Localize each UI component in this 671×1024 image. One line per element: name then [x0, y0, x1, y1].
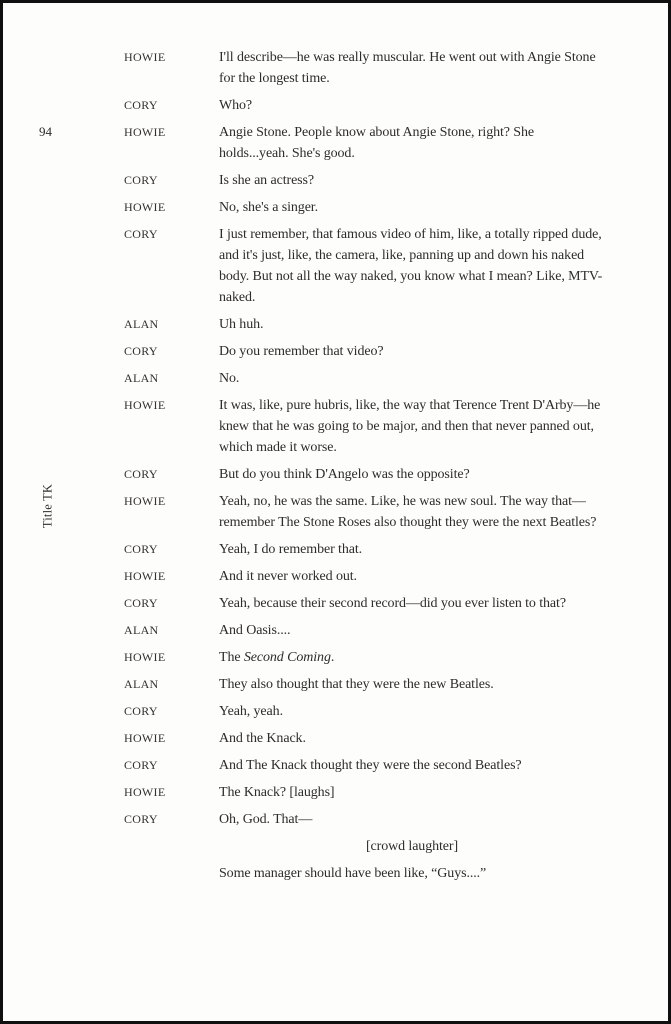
dialogue-text: Is she an actress?	[219, 173, 314, 188]
dialogue-text: Uh huh.	[219, 317, 264, 332]
transcript-entry	[124, 593, 610, 614]
transcript-entry	[124, 464, 610, 485]
transcript-entry	[124, 755, 610, 776]
transcript-entry	[124, 170, 610, 191]
dialogue-text: Yeah, because their second record—did you ever listen to that?	[219, 596, 566, 611]
dialogue-text: And the Knack.	[219, 731, 306, 746]
page-number: 94	[39, 124, 52, 139]
speaker-label: ALAN	[124, 371, 159, 385]
speaker-label: HOWIE	[124, 398, 166, 412]
transcript-entry	[124, 122, 610, 164]
dialogue-text: No.	[219, 371, 240, 386]
dialogue-text: I just remember, that famous video of him, like, a totally ripped dude, and it's just, like, the camera, like, panning up and down his naked body. But not all the way naked, you know what I mean? Like, MTV-naked.	[219, 227, 603, 305]
dialogue-text: Do you remember that video?	[219, 344, 384, 359]
speaker-label: HOWIE	[124, 494, 166, 508]
speaker-label: HOWIE	[124, 200, 166, 214]
dialogue-text: Yeah, no, he was the same. Like, he was new soul. The way that—remember The Stone Roses also thought they were the next Beatles?	[219, 494, 597, 530]
transcript-entry	[124, 674, 610, 695]
transcript-entry	[124, 491, 610, 533]
speaker-label: HOWIE	[124, 125, 166, 139]
transcript-entry	[124, 620, 610, 641]
dialogue-text: Oh, God. That—	[219, 812, 313, 827]
speaker-label: ALAN	[124, 677, 159, 691]
dialogue-text: The Knack? [laughs]	[219, 785, 335, 800]
dialogue-text: The Second Coming.	[219, 650, 335, 665]
dialogue-text: Yeah, yeah.	[219, 704, 283, 719]
speaker-label: HOWIE	[124, 785, 166, 799]
transcript-entry	[124, 701, 610, 722]
transcript-entry	[124, 95, 610, 116]
transcript-entry	[124, 728, 610, 749]
transcript-entry	[124, 224, 610, 308]
speaker-label: ALAN	[124, 623, 159, 637]
transcript	[124, 47, 610, 890]
transcript-entry	[124, 566, 610, 587]
speaker-label: HOWIE	[124, 731, 166, 745]
speaker-label: CORY	[124, 812, 158, 826]
dialogue-text: No, she's a singer.	[219, 200, 318, 215]
transcript-entry	[124, 314, 610, 335]
dialogue-text: Some manager should have been like, “Guys....”	[219, 866, 487, 881]
speaker-label: CORY	[124, 467, 158, 481]
dialogue-text: And The Knack thought they were the second Beatles?	[219, 758, 522, 773]
dialogue-text: And Oasis....	[219, 623, 291, 638]
speaker-label: CORY	[124, 704, 158, 718]
speaker-label: CORY	[124, 758, 158, 772]
dialogue-text: It was, like, pure hubris, like, the way that Terence Trent D'Arby—he knew that he was going to be major, and then that never panned out, which made it worse.	[219, 398, 601, 455]
speaker-label: CORY	[124, 542, 158, 556]
dialogue-text: Yeah, I do remember that.	[219, 542, 363, 557]
speaker-label: CORY	[124, 98, 158, 112]
dialogue-text: I'll describe—he was really muscular. He went out with Angie Stone for the longest time.	[219, 50, 596, 86]
dialogue-text: Who?	[219, 98, 253, 113]
speaker-label: CORY	[124, 173, 158, 187]
speaker-label: CORY	[124, 344, 158, 358]
dialogue-text: Angie Stone. People know about Angie Stone, right? She holds...yeah. She's good.	[219, 125, 535, 161]
dialogue-text: And it never worked out.	[219, 569, 357, 584]
running-title: Title TK	[40, 483, 55, 529]
dialogue-text: They also thought that they were the new Beatles.	[219, 677, 494, 692]
speaker-label: CORY	[124, 596, 158, 610]
dialogue-text: [crowd laughter]	[365, 839, 459, 854]
speaker-label: HOWIE	[124, 650, 166, 664]
transcript-entry	[124, 368, 610, 389]
transcript-entry	[124, 809, 610, 830]
speaker-label: ALAN	[124, 317, 159, 331]
transcript-entry	[124, 395, 610, 458]
transcript-entry	[124, 782, 610, 803]
transcript-entry	[124, 863, 610, 884]
speaker-label: HOWIE	[124, 569, 166, 583]
transcript-entry	[124, 539, 610, 560]
transcript-entry	[124, 647, 610, 668]
transcript-entry	[124, 341, 610, 362]
speaker-label: HOWIE	[124, 50, 166, 64]
transcript-entry	[124, 47, 610, 89]
transcript-entry	[124, 836, 610, 857]
speaker-label: CORY	[124, 227, 158, 241]
dialogue-text: But do you think D'Angelo was the opposite?	[219, 467, 470, 482]
transcript-entry	[124, 197, 610, 218]
